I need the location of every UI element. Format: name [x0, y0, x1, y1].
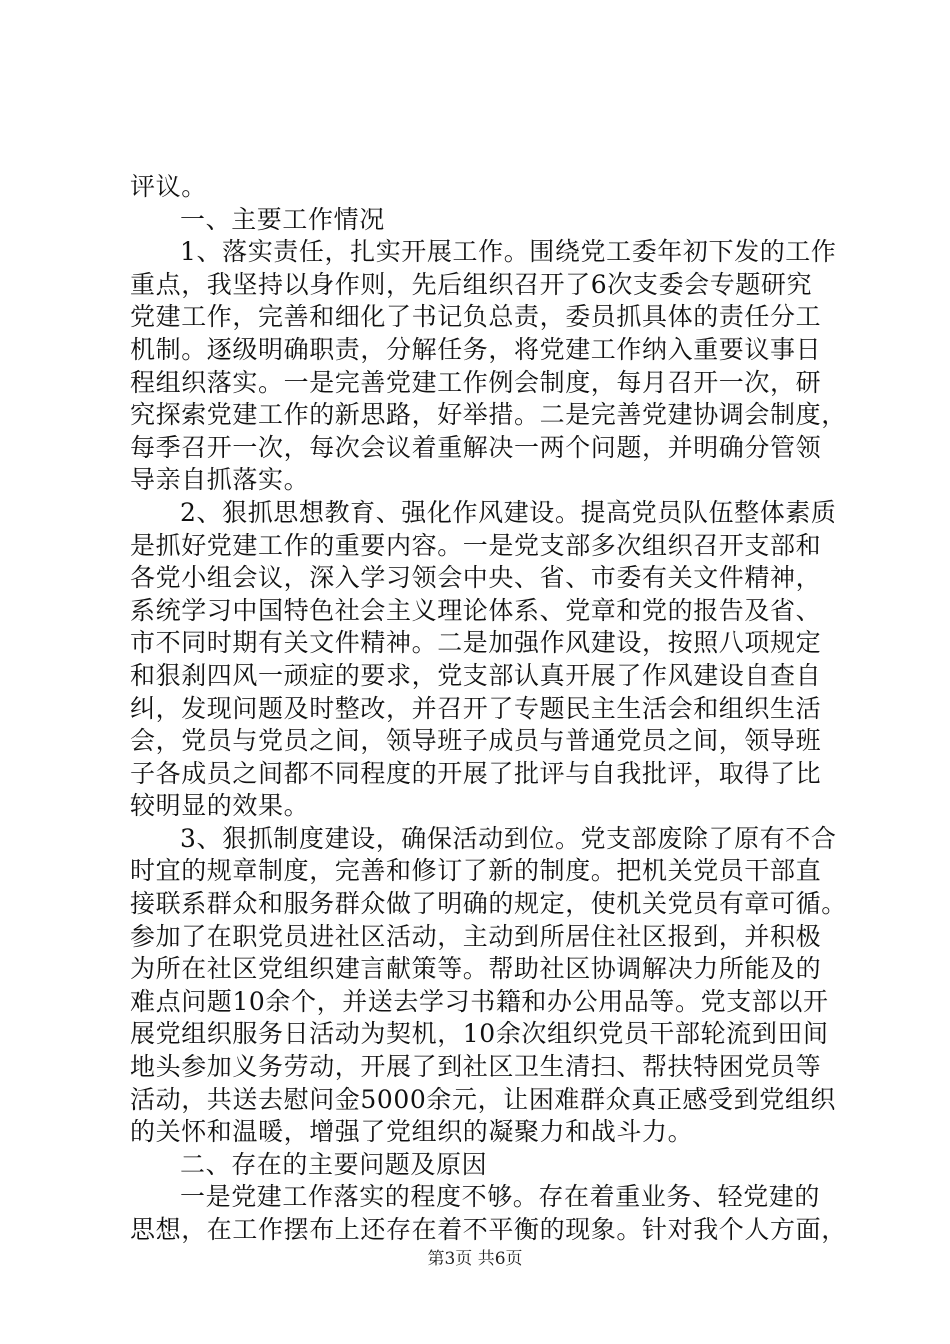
text-line: 程组织落实。一是完善党建工作例会制度，每月召开一次，研 [130, 367, 822, 397]
text-line: 究探索党建工作的新思路，好举措。二是完善党建协调会制度， [130, 400, 847, 430]
text-line: 会，党员与党员之间，领导班子成员与普通党员之间，领导班 [130, 726, 822, 756]
text-line: 地头参加义务劳动，开展了到社区卫生清扫、帮扶特困党员等 [130, 1052, 822, 1082]
text-line: 的关怀和温暖，增强了党组织的凝聚力和战斗力。 [130, 1117, 694, 1147]
text-line: 评议。 [130, 172, 207, 201]
text-line: 子各成员之间都不同程度的开展了批评与自我批评，取得了比 [130, 758, 822, 788]
text-line: 二、存在的主要问题及原因 [180, 1149, 488, 1179]
text-line: 一、主要工作情况 [180, 204, 385, 234]
text-line: 较明显的效果。 [130, 791, 310, 821]
text-line: 活动，共送去慰问金5000余元，让困难群众真正感受到党组织 [130, 1084, 837, 1114]
text-line: 机制。逐级明确职责，分解任务，将党建工作纳入重要议事日 [130, 334, 822, 364]
text-line: 难点问题10余个，并送去学习书籍和办公用品等。党支部以开 [130, 986, 829, 1016]
text-line: 市不同时期有关文件精神。二是加强作风建设，按照八项规定 [130, 628, 822, 658]
text-line: 每季召开一次，每次会议着重解决一两个问题，并明确分管领 [130, 432, 822, 462]
text-line: 一是党建工作落实的程度不够。存在着重业务、轻党建的 [180, 1182, 821, 1212]
page-footer: 第3页 共6页 [427, 1249, 523, 1269]
text-line: 为所在社区党组织建言献策等。帮助社区协调解决力所能及的 [130, 954, 822, 984]
text-line: 接联系群众和服务群众做了明确的规定，使机关党员有章可循。 [130, 889, 847, 919]
text-line: 党建工作，完善和细化了书记负总责，委员抓具体的责任分工 [130, 302, 822, 332]
text-line: 纠，发现问题及时整改，并召开了专题民主生活会和组织生活 [130, 693, 822, 723]
text-line: 导亲自抓落实。 [130, 465, 310, 495]
text-line: 系统学习中国特色社会主义理论体系、党章和党的报告及省、 [130, 595, 822, 625]
text-line: 思想，在工作摆布上还存在着不平衡的现象。针对我个人方面， [130, 1215, 847, 1244]
text-line: 2、狠抓思想教育、强化作风建设。提高党员队伍整体素质 [180, 497, 837, 527]
text-line: 时宜的规章制度，完善和修订了新的制度。把机关党员干部直 [130, 856, 822, 886]
text-line: 1、落实责任，扎实开展工作。围绕党工委年初下发的工作 [180, 237, 837, 267]
text-line: 各党小组会议，深入学习领会中央、省、市委有关文件精神， [130, 563, 822, 593]
text-line: 参加了在职党员进社区活动，主动到所居住社区报到，并积极 [130, 921, 822, 951]
text-line: 3、狠抓制度建设，确保活动到位。党支部废除了原有不合 [180, 823, 837, 853]
text-line: 重点，我坚持以身作则，先后组织召开了6次支委会专题研究 [130, 269, 813, 299]
text-line: 展党组织服务日活动为契机，10余次组织党员干部轮流到田间 [130, 1019, 829, 1049]
text-line: 和狠刹四风一顽症的要求，党支部认真开展了作风建设自查自 [130, 660, 822, 690]
document-body [130, 171, 847, 1247]
text-line: 是抓好党建工作的重要内容。一是党支部多次组织召开支部和 [130, 530, 822, 560]
